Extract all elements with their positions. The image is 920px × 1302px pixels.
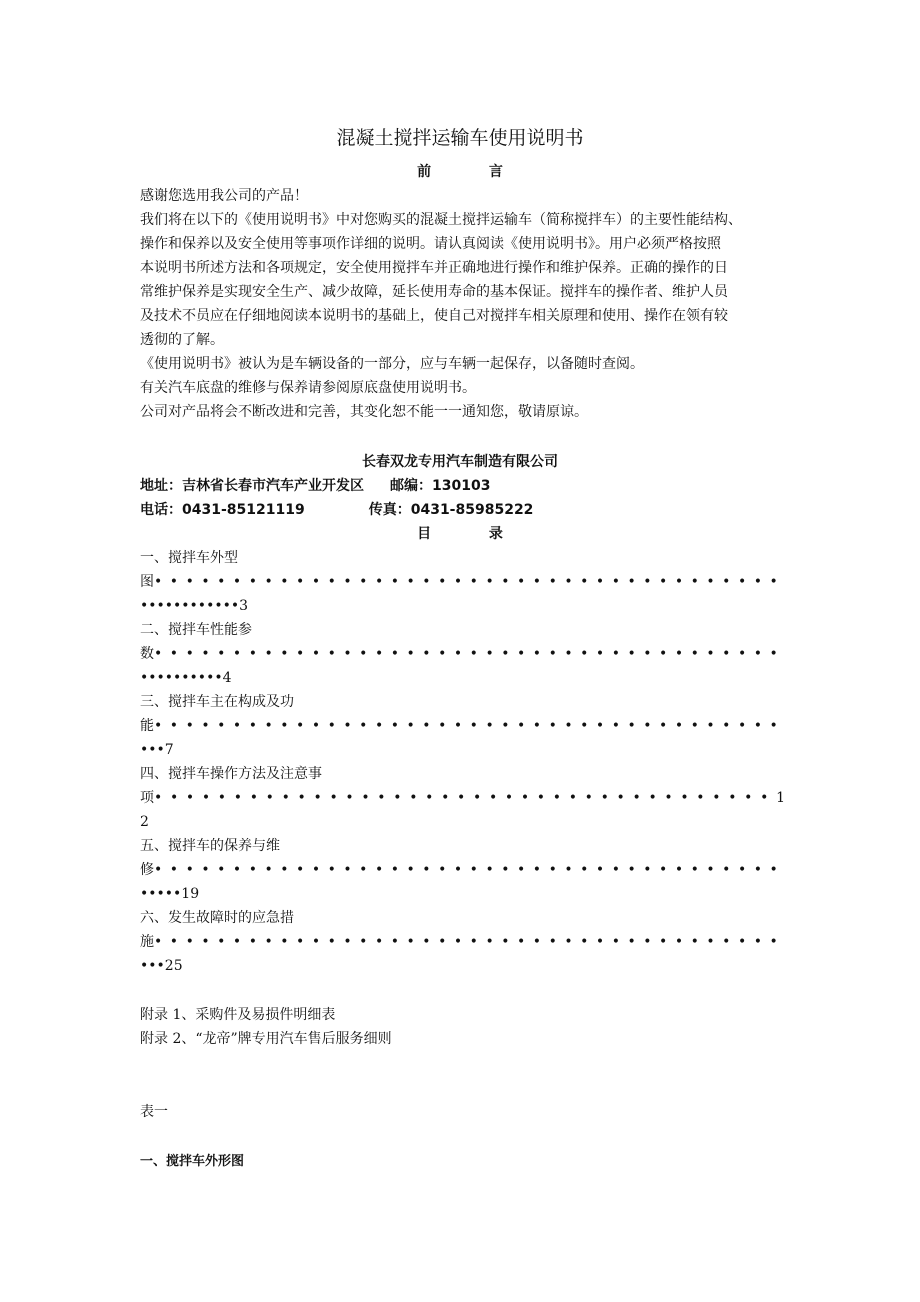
toc-entry-5-dots-2: ••••• [140,886,182,902]
toc-heading-left: 目 [417,526,432,542]
toc-entry-6-title: 六、发生故障时的应急措 [140,910,294,926]
preface-line-9: 有关汽车底盘的维修与保养请参阅原底盘使用说明书。 [140,380,476,396]
address-value: 吉林省长春市汽车产业开发区 [182,478,364,494]
toc-heading [0,522,920,546]
toc-entry-5-page: 19 [181,886,200,902]
toc-entry-1-leader [140,570,785,594]
section-1-heading: 一、搅拌车外形图 [140,1154,245,1169]
toc-entry-1-page: 3 [239,598,249,614]
toc-entry-1-char: 图 [140,574,154,590]
toc-entry-2-page-line [140,666,232,690]
toc-entry-3-title: 三、搅拌车主在构成及功 [140,694,294,710]
phone-label: 电话： [140,502,182,518]
toc-entry-6-dots: •••••••••••••••••••••••••••••••••••••••• [154,934,786,950]
toc-entry-2-dots-2: •••••••••• [140,670,223,686]
toc-entry-6-char: 施 [140,934,154,950]
toc-entry-3-page: 7 [164,742,174,758]
toc-entry-2-char: 数 [140,646,154,662]
toc-entry-6-leader [140,930,785,954]
preface-line-3: 操作和保养以及安全使用等事项作详细的说明。请认真阅读《使用说明书》。用户必须严格按照 [140,236,721,252]
toc-entry-4-title: 四、搅拌车操作方法及注意事 [140,766,322,782]
zip-value: 130103 [432,478,491,494]
toc-entry-2-leader [140,642,785,666]
table-label: 表一 [140,1104,168,1120]
toc-entry-5-page-line [140,882,199,906]
phone-value: 0431-85121119 [182,502,305,518]
fax-value: 0431-85985222 [410,502,534,518]
company-contact-line [140,498,533,522]
toc-entry-5-dots: •••••••••••••••••••••••••••••••••••••••• [154,862,786,878]
preface-line-8: 《使用说明书》被认为是车辆设备的一部分，应与车辆一起保存，以备随时查阅。 [140,356,644,372]
toc-entry-4-page-cont: 2 [140,814,149,830]
toc-entry-6-dots-2: ••• [140,958,165,974]
toc-entry-3-dots: •••••••••••••••••••••••••••••••••••••••• [154,718,786,734]
appendix-2: 附录 2、“龙帝”牌专用汽车售后服务细则 [140,1031,392,1047]
preface-line-5: 常维护保养是实现安全生产、减少故障，延长使用寿命的基本保证。搅拌车的操作者、维护人员 [140,284,728,300]
toc-entry-4-char: 项 [140,790,154,806]
toc-entry-3-page-line [140,738,174,762]
preface-heading-right: 言 [488,164,503,180]
toc-entry-2-page: 4 [222,670,232,686]
preface-line-6: 及技术不员应在仔细地阅读本说明书的基础上，使自己对搅拌车相关原理和使用、操作在领有较 [140,308,728,324]
company-name: 长春双龙专用汽车制造有限公司 [362,454,558,470]
toc-entry-5-title: 五、搅拌车的保养与维 [140,838,280,854]
toc-entry-5-leader [140,858,785,882]
toc-entry-4-page: 1 [776,790,785,806]
toc-entry-6-page: 25 [164,958,183,974]
toc-entry-3-leader [140,714,785,738]
toc-entry-5-char: 修 [140,862,154,878]
toc-entry-3-char: 能 [140,718,154,734]
toc-heading-right: 录 [488,526,503,542]
preface-line-4: 本说明书所述方法和各项规定，安全使用搅拌车并正确地进行操作和维护保养。正确的操作的日 [140,260,728,276]
appendix-1: 附录 1、采购件及易损件明细表 [140,1007,336,1023]
toc-entry-4-dots: ••••••••••••••••••••••••••••••••••••••• [154,790,777,806]
preface-line-7: 透彻的了解。 [140,332,224,348]
toc-entry-1-dots-2: •••••••••••• [140,598,240,614]
toc-entry-1-page-line [140,594,248,618]
toc-entry-2-title: 二、搅拌车性能参 [140,622,252,638]
toc-entry-4-page-line [140,810,149,834]
toc-entry-6-page-line [140,954,183,978]
fax-label: 传真： [368,502,411,518]
preface-heading-left: 前 [417,164,432,180]
company-address-line [140,474,490,498]
preface-line-2: 我们将在以下的《使用说明书》中对您购买的混凝土搅拌运输车（简称搅拌车）的主要性能结构、 [140,212,742,228]
toc-entry-4-leader [140,786,785,810]
address-label: 地址： [140,478,182,494]
preface-heading [0,160,920,184]
toc-entry-2-dots: •••••••••••••••••••••••••••••••••••••••• [154,646,786,662]
zip-label: 邮编： [390,478,432,494]
toc-entry-1-dots: •••••••••••••••••••••••••••••••••••••••• [154,574,786,590]
toc-entry-1-title: 一、搅拌车外型 [140,550,238,566]
preface-line-1: 感谢您选用我公司的产品！ [140,188,308,204]
document-title: 混凝土搅拌运输车使用说明书 [336,127,584,149]
preface-line-10: 公司对产品将会不断改进和完善，其变化恕不能一一通知您，敬请原谅。 [140,404,588,420]
toc-entry-3-dots-2: ••• [140,742,165,758]
